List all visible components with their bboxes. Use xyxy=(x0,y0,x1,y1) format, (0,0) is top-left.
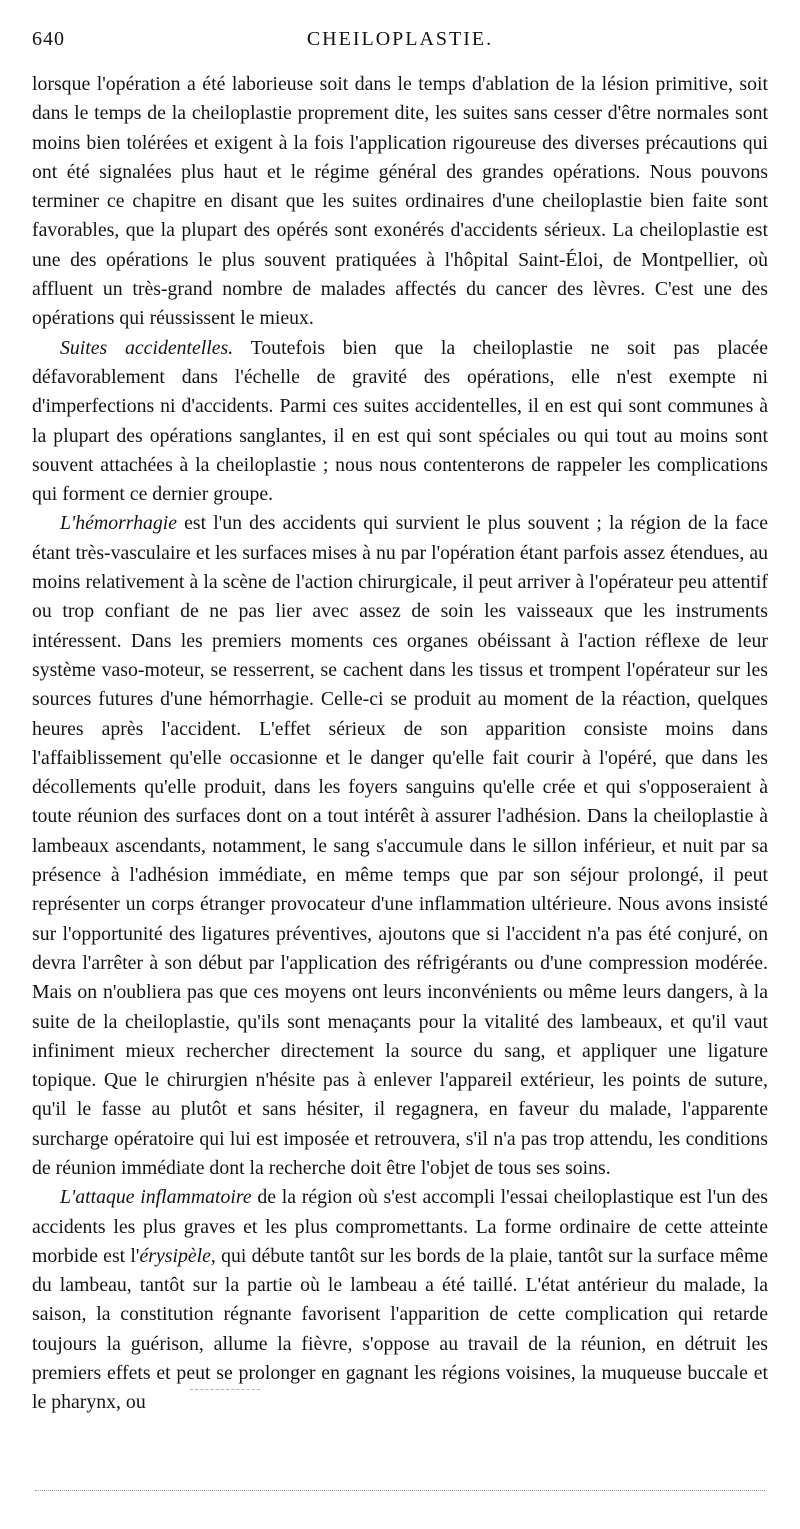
running-title: CHEILOPLASTIE. xyxy=(306,28,494,50)
paragraph-suites-accidentelles xyxy=(32,334,768,510)
document-page xyxy=(32,28,768,1418)
paragraph-attaque-inflammatoire xyxy=(32,1183,768,1417)
term-attaque-inflammatoire: L'attaque inflammatoire xyxy=(60,1186,252,1209)
paragraph-text: , qui débute tantôt sur les bords de la plaie, tantôt sur la surface même du lambeau, tantôt sur la partie où le lambeau a été taillé. L'état antérieur du malade, la saison, la constitution régnante favorisent l'apparition de cette complication qui retarde toujours la guérison, allume la fièvre, s'oppose au travail de la réunion, en détruit les premiers effets et peut se prolonger en gagnant les régions voisines, la muqueuse buccale et le pharynx, ou xyxy=(32,1244,768,1414)
footer-rule xyxy=(35,1490,765,1491)
paragraph-text: est l'un des accidents qui survient le plus souvent ; la région de la face étant très-vasculaire et les surfaces mises à nu par l'opération étant parfois assez étendues, au moins relativement à la scène de l'action chirurgicale, il peut arriver à l'opérateur peu attentif ou trop confiant de ne pas lier avec assez de soin les vaisseaux que les instruments intéressent. Dans les premiers moments ces organes obéissant à l'action réflexe de leur système vaso-moteur, se resserrent, se cachent dans les tissus et trompent l'opérateur sur les sources futures d'une hémorrhagie. Celle-ci se produit au moment de la réaction, quelques heures après l'accident. L'effet sérieux de son apparition consiste moins dans l'affaiblissement qu'elle occasionne et le danger qu'elle fait courir à l'opéré, que dans les décollements qu'elle produit, dans les foyers sanguins qu'elle crée et qui s'opposeraient à toute réunion des surfaces dont on a tout intérêt à assurer l'adhésion. Dans la cheiloplastie à lambeaux ascendants, notamment, le sang s'accumule dans le sillon inférieur, et nuit par sa présence à l'adhésion immédiate, en même temps que par son séjour prolongé, il peut représenter un corps étranger provocateur d'une inflammation ultérieure. Nous avons insisté sur l'opportunité des ligatures préventives, ajoutons que si l'accident n'a pas été conjuré, on devra l'arrêter à son début par l'application des réfrigérants ou d'une compression modérée. Mais on n'oubliera pas que ces moyens ont leurs inconvénients ou même leurs dangers, à la suite de la cheiloplastie, qu'ils sont menaçants pour la vitalité des lambeaux, et qu'il vaut infiniment mieux rechercher directement la source du sang, et appliquer une ligature topique. Que le chirurgien n'hésite pas à enlever l'appareil extérieur, les points de suture, qu'il le fasse au plutôt et sans hésiter, il regagnera, en faveur du malade, l'apparente surcharge opératoire qui lui est imposée et retrouvera, s'il n'a pas trop attendu, les conditions de réunion immédiate dont la recherche doit être l'objet de tous ses soins. xyxy=(32,512,768,1179)
section-heading-suites-accidentelles: Suites accidentelles. xyxy=(60,336,234,359)
page-number: 640 xyxy=(32,28,65,50)
paragraph-text: de la région où s'est accompli l'essai cheiloplastique est l'un des accidents les plus graves et les plus compromettants. La forme ordinaire de cette atteinte morbide est l' xyxy=(32,1186,769,1267)
paragraph-hemorrhagie xyxy=(32,509,768,1183)
printer-mark xyxy=(190,1389,260,1390)
paragraph-closing-remarks xyxy=(32,70,768,334)
body-text xyxy=(32,70,768,1418)
term-erysipele: érysipèle xyxy=(139,1244,211,1267)
page-header xyxy=(32,28,768,56)
paragraph-text: Toutefois bien que la cheiloplastie ne soit pas placée défavorablement dans l'échelle de gravité des opérations, elle n'est exempte ni d'imperfections ni d'accidents. Parmi ces suites accidentelles, il en est qui sont communes à la plupart des opérations sanglantes, il en est qui sont spéciales ou qui tout au moins sont souvent attachées à la cheiloplastie ; nous nous contenterons de rappeler les complications qui forment ce dernier groupe. xyxy=(32,336,768,506)
paragraph-text: lorsque l'opération a été laborieuse soit dans le temps d'ablation de la lésion primitive, soit dans le temps de la cheiloplastie proprement dite, les suites sans cesser d'être normales sont moins bien tolérées et exigent à la fois l'application rigoureuse des diverses précautions qui ont été signalées plus haut et le régime général des grandes opérations. Nous pouvons terminer ce chapitre en disant que les suites ordinaires d'une cheiloplastie bien faite sont favorables, que la plupart des opérés sont exonérés d'accidents sérieux. La cheiloplastie est une des opérations le plus souvent pratiquées à l'hôpital Saint-Éloi, de Montpellier, où affluent un très-grand nombre de malades affectés du cancer des lèvres. C'est une des opérations qui réussissent le mieux. xyxy=(32,73,768,330)
term-hemorrhagie: L'hémorrhagie xyxy=(60,512,178,535)
